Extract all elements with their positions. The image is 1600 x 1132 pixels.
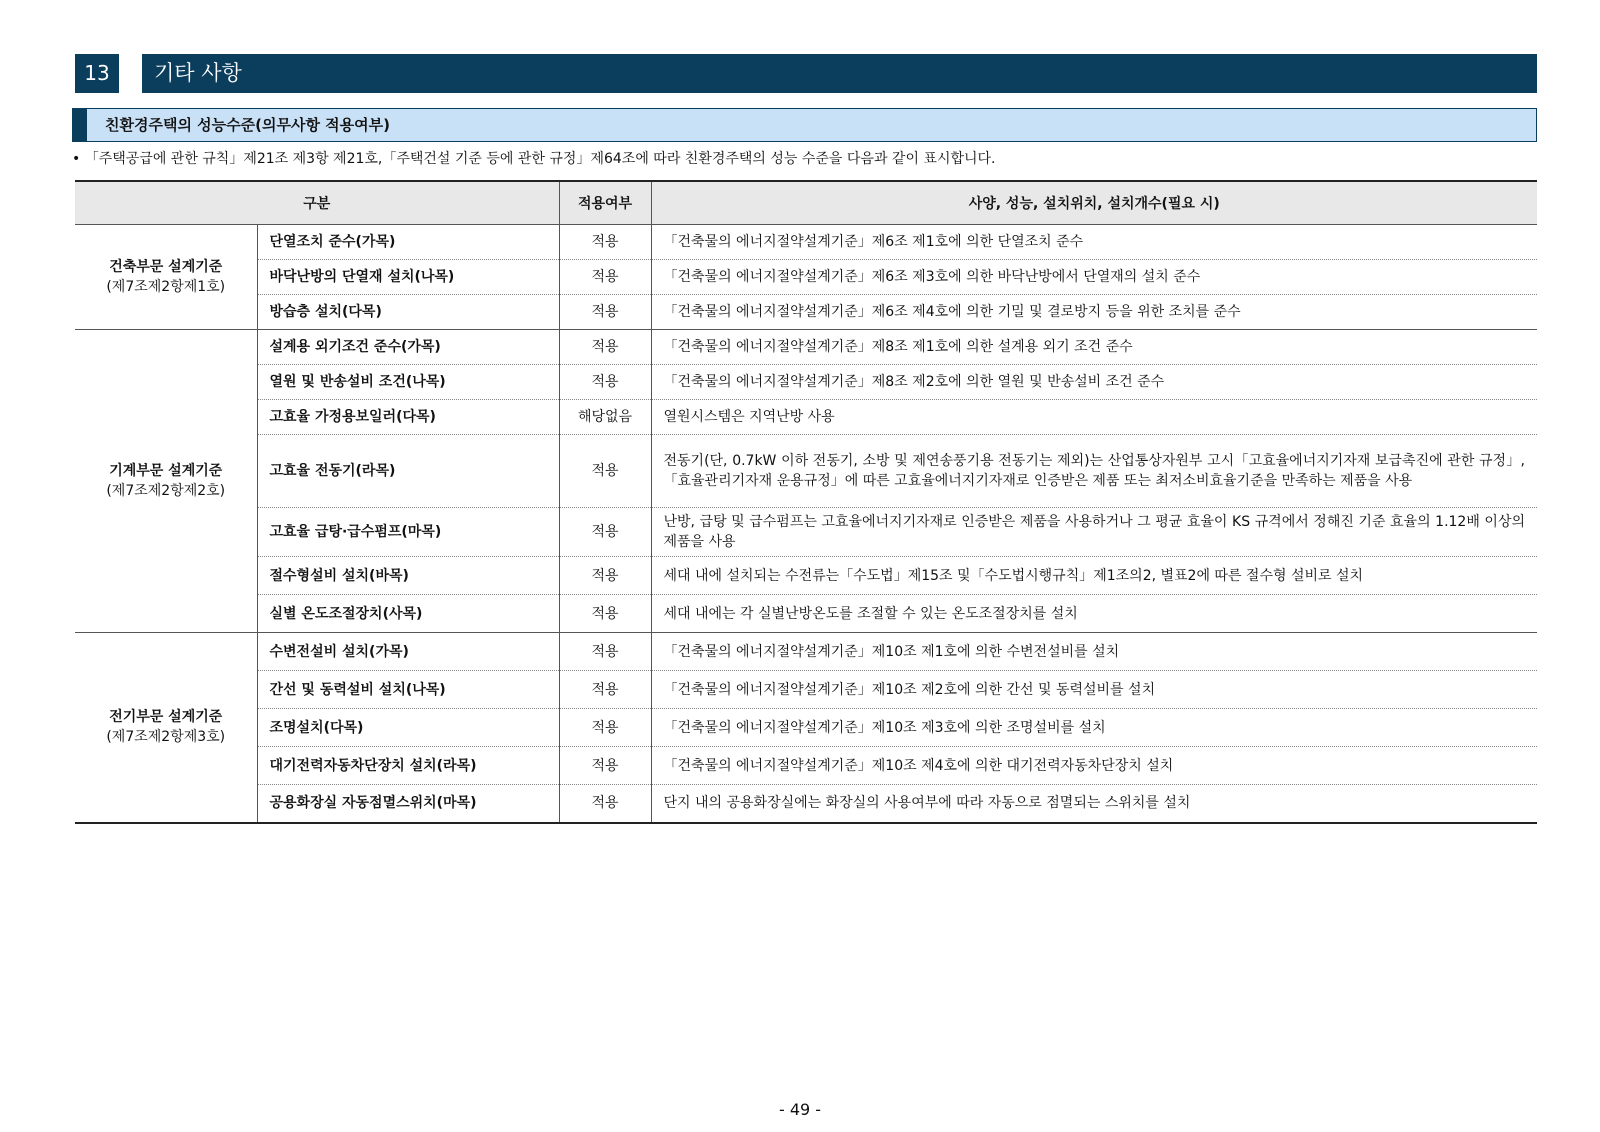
row-applied: 적용 (559, 260, 651, 295)
table-row (75, 671, 1537, 709)
row-desc: 단지 내의 공용화장실에는 화장실의 사용여부에 따라 자동으로 점멸되는 스위치를 설치 (651, 785, 1537, 823)
row-desc: 「건축물의 에너지절약설계기준」제8조 제2호에 의한 열원 및 반송설비 조건 준수 (651, 365, 1537, 400)
subsection-title-bar (72, 108, 1537, 142)
table-row (75, 557, 1537, 595)
section-number: 13 (75, 54, 119, 93)
group-ref: (제7조제2항제3호) (106, 729, 226, 746)
group-architecture (75, 225, 257, 330)
row-desc: 난방, 급탕 및 급수펌프는 고효율에너지기자재로 인증받은 제품을 사용하거나 그 평균 효율이 KS 규격에서 정해진 기준 효율의 1.12배 이상의 제품을 사용 (651, 508, 1537, 557)
table-row (75, 365, 1537, 400)
subsection-title: 친환경주택의 성능수준(의무사항 적용여부) (105, 116, 390, 134)
row-item: 열원 및 반송설비 조건(나목) (257, 365, 559, 400)
row-item: 공용화장실 자동점멸스위치(마목) (257, 785, 559, 823)
row-applied: 해당없음 (559, 400, 651, 435)
row-item: 고효율 급탕·급수펌프(마목) (257, 508, 559, 557)
row-item: 고효율 가정용보일러(다목) (257, 400, 559, 435)
header-category: 구분 (75, 181, 559, 225)
table-row (75, 508, 1537, 557)
row-applied: 적용 (559, 330, 651, 365)
section-title: 기타 사항 (142, 54, 1537, 93)
row-applied: 적용 (559, 633, 651, 671)
row-applied: 적용 (559, 557, 651, 595)
table-row (75, 295, 1537, 330)
row-item: 설계용 외기조건 준수(가목) (257, 330, 559, 365)
row-desc: 세대 내에는 각 실별난방온도를 조절할 수 있는 온도조절장치를 설치 (651, 595, 1537, 633)
row-applied: 적용 (559, 295, 651, 330)
row-item: 바닥난방의 단열재 설치(나목) (257, 260, 559, 295)
group-mechanical (75, 330, 257, 633)
bullet-icon: • (72, 151, 81, 167)
row-applied: 적용 (559, 365, 651, 400)
row-applied: 적용 (559, 747, 651, 785)
row-desc: 「건축물의 에너지절약설계기준」제6조 제1호에 의한 단열조치 준수 (651, 225, 1537, 260)
row-item: 대기전력자동차단장치 설치(라목) (257, 747, 559, 785)
group-ref: (제7조제2항제1호) (106, 279, 226, 295)
row-desc: 「건축물의 에너지절약설계기준」제10조 제1호에 의한 수변전설비를 설치 (651, 633, 1537, 671)
group-title: 기계부문 설계기준 (109, 463, 223, 479)
table-row (75, 709, 1537, 747)
subsection-marker (73, 109, 87, 141)
row-item: 방습층 설치(다목) (257, 295, 559, 330)
row-applied: 적용 (559, 595, 651, 633)
row-applied: 적용 (559, 785, 651, 823)
header-spec: 사양, 성능, 설치위치, 설치개수(필요 시) (651, 181, 1537, 225)
row-item: 단열조치 준수(가목) (257, 225, 559, 260)
row-applied: 적용 (559, 671, 651, 709)
performance-table (75, 180, 1537, 824)
row-applied: 적용 (559, 508, 651, 557)
table-row (75, 633, 1537, 671)
row-desc: 열원시스템은 지역난방 사용 (651, 400, 1537, 435)
row-item: 절수형설비 설치(바목) (257, 557, 559, 595)
row-item: 조명설치(다목) (257, 709, 559, 747)
row-applied: 적용 (559, 709, 651, 747)
row-applied: 적용 (559, 435, 651, 508)
row-desc: 「건축물의 에너지절약설계기준」제10조 제3호에 의한 조명설비를 설치 (651, 709, 1537, 747)
row-desc: 「건축물의 에너지절약설계기준」제10조 제2호에 의한 간선 및 동력설비를 설치 (651, 671, 1537, 709)
row-item: 고효율 전동기(라목) (257, 435, 559, 508)
row-applied: 적용 (559, 225, 651, 260)
row-desc: 「건축물의 에너지절약설계기준」제10조 제4호에 의한 대기전력자동차단장치 설치 (651, 747, 1537, 785)
row-desc: 「건축물의 에너지절약설계기준」제8조 제1호에 의한 설계용 외기 조건 준수 (651, 330, 1537, 365)
header-applied: 적용여부 (559, 181, 651, 225)
table-row (75, 225, 1537, 260)
row-desc: 「건축물의 에너지절약설계기준」제6조 제4호에 의한 기밀 및 결로방지 등을 위한 조치를 준수 (651, 295, 1537, 330)
group-electrical (75, 633, 257, 823)
row-desc: 세대 내에 설치되는 수전류는「수도법」제15조 및「수도법시행규칙」제1조의2, 별표2에 따른 절수형 설비로 설치 (651, 557, 1537, 595)
table-row (75, 435, 1537, 508)
table-row (75, 330, 1537, 365)
table-row (75, 785, 1537, 823)
table-row (75, 400, 1537, 435)
intro-text: 「주택공급에 관한 규칙」제21조 제3항 제21호,「주택건설 기준 등에 관한 규정」제64조에 따라 친환경주택의 성능 수준을 다음과 같이 표시합니다. (84, 151, 996, 167)
row-item: 수변전설비 설치(가목) (257, 633, 559, 671)
table-row (75, 747, 1537, 785)
group-title: 건축부문 설계기준 (109, 259, 223, 275)
table-row (75, 260, 1537, 295)
row-item: 실별 온도조절장치(사목) (257, 595, 559, 633)
row-item: 간선 및 동력설비 설치(나목) (257, 671, 559, 709)
page-number: - 49 - (778, 1100, 822, 1119)
row-desc: 전동기(단, 0.7kW 이하 전동기, 소방 및 제연송풍기용 전동기는 제외)는 산업통상자원부 고시「고효율에너지기자재 보급촉진에 관한 규정」,「효율관리기자재 운용규정」에 따른 고효율에너지기자재로 인증받은 제품 또는 최저소비효율기준을 만족하는 제품을 사용 (651, 435, 1537, 508)
intro-paragraph (72, 149, 996, 169)
group-title: 전기부문 설계기준 (109, 709, 223, 726)
row-desc: 「건축물의 에너지절약설계기준」제6조 제3호에 의한 바닥난방에서 단열재의 설치 준수 (651, 260, 1537, 295)
group-ref: (제7조제2항제2호) (106, 483, 226, 499)
table-row (75, 595, 1537, 633)
table-header-row (75, 181, 1537, 225)
